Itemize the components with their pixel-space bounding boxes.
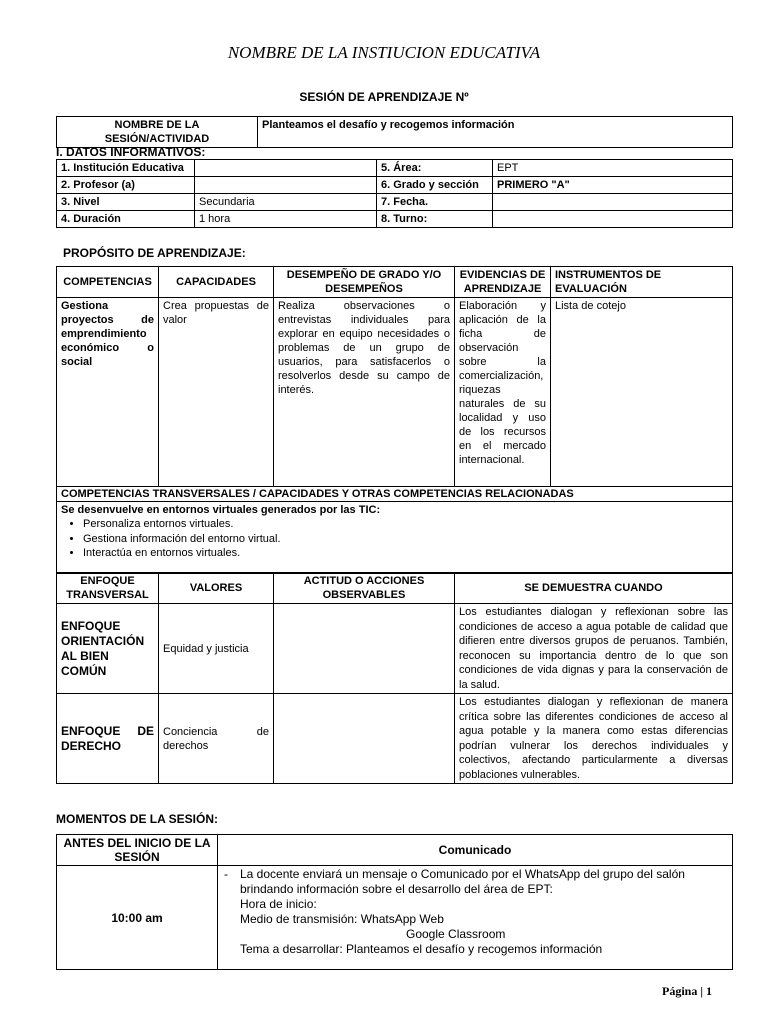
institution-title: NOMBRE DE LA INSTIUCION EDUCATIVA [227,43,541,62]
col-header: EVIDENCIAS DE APRENDIZAJE [455,267,551,298]
enfoque-cell: ENFOQUE ORIENTACIÓN AL BIEN COMÚN [57,604,159,694]
time-cell: 10:00 am [57,866,218,970]
col-header: ANTES DEL INICIO DE LA SESIÓN [57,835,218,866]
comunicado-line: Google Classroom [406,927,506,941]
datos-value: PRIMERO "A" [493,177,733,194]
comunicado-line: Tema a desarrollar: Planteamos el desafío y recogemos información [240,942,603,956]
datos-label: 3. Nivel [57,194,195,211]
actitud-cell [274,694,455,784]
enfoque-cell: ENFOQUE DE DERECHO [57,694,159,784]
instrumento-cell: Lista de cotejo [551,298,733,487]
col-header: ENFOQUE TRANSVERSAL [57,573,159,604]
col-header: DESEMPEÑO DE GRADO Y/O DESEMPEÑOS [274,267,455,298]
activity-table [56,116,733,148]
transversal-header: COMPETENCIAS TRANSVERSALES / CAPACIDADES Y OTRAS COMPETENCIAS RELACIONADAS [57,487,733,502]
datos-label: 7. Fecha. [377,194,493,211]
list-item: • Gestiona información del entorno virtual. [83,532,728,547]
valor-cell: Conciencia de derechos [159,694,274,784]
enfoques-table [56,572,733,784]
proposito-heading: PROPÓSITO DE APRENDIZAJE: [63,246,246,260]
comunicado-line: La docente enviará un mensaje o Comunicado por el WhatsApp del grupo del salón brindando información sobre el desarrollo del área de EPT: [240,867,685,896]
datos-value [493,194,733,211]
momentos-table [56,834,733,970]
datos-label: 4. Duración [57,211,195,228]
demuestra-cell: Los estudiantes dialogan y reflexionan de manera crítica sobre las diferentes condiciones de acceso al agua potable y la manera como estas diferencias podrían vulnerar los derechos individuales y colectivos, afectando particularmente a diversas poblaciones vulnerables. [455,694,733,784]
competencia-cell: Gestiona proyectos de emprendimiento económico o social [57,298,159,487]
activity-value: Planteamos el desafío y recogemos información [258,117,733,148]
activity-label: NOMBRE DE LA SESIÓN/ACTIVIDAD [57,117,258,148]
transversal-cell [57,502,733,574]
list-item: • Interactúa en entornos virtuales. [83,546,728,561]
datos-value: EPT [493,160,733,177]
comunicado-line: Hora de inicio: [240,897,317,911]
proposito-table [56,266,733,574]
datos-value: 1 hora [195,211,377,228]
capacidad-cell: Crea propuestas de valor [159,298,274,487]
datos-label: 1. Institución Educativa [57,160,195,177]
col-header: VALORES [159,573,274,604]
col-header: ACTITUD O ACCIONES OBSERVABLES [274,573,455,604]
datos-heading: I. DATOS INFORMATIVOS: [56,145,206,159]
transversal-title: Se desenvuelve en entornos virtuales generados por las TIC: [61,504,381,516]
col-header: CAPACIDADES [159,267,274,298]
list-item: • Personaliza entornos virtuales. [83,517,728,532]
dash-marker: - [224,867,228,881]
demuestra-cell: Los estudiantes dialogan y reflexionan sobre las condiciones de acceso a agua potable de calidad que difieren entre diversos grupos de peruanos. También, reconocen su importancia dentro de lo que son condiciones de vida dignas y para la conservación de la salud. [455,604,733,694]
col-header: COMPETENCIAS [57,267,159,298]
datos-value: Secundaria [195,194,377,211]
desempeno-cell: Realiza observaciones o entrevistas individuales para explorar en equipo necesidades o problemas de un grupo de usuarios, para satisfacerlos o resolverlos desde su campo de interés. [274,298,455,487]
comunicado-line: Medio de transmisión: WhatsApp Web [240,912,444,926]
datos-table [56,159,733,228]
comunicado-cell [218,866,733,970]
datos-label: 8. Turno: [377,211,493,228]
session-title: SESIÓN DE APRENDIZAJE Nº [299,90,469,104]
datos-value [493,211,733,228]
datos-label: 6. Grado y sección [377,177,493,194]
col-header: SE DEMUESTRA CUANDO [455,573,733,604]
datos-value [195,177,377,194]
datos-label: 5. Área: [377,160,493,177]
page-number: Página | 1 [662,984,712,998]
datos-label: 2. Profesor (a) [57,177,195,194]
evidencia-cell: Elaboración y aplicación de la ficha de observación sobre la comercialización, riquezas naturales de su localidad y uso de los recursos en el mercado internacional. [455,298,551,487]
col-header: Comunicado [218,835,733,866]
momentos-heading: MOMENTOS DE LA SESIÓN: [56,812,219,826]
transversal-list [61,517,728,561]
valor-cell: Equidad y justicia [159,604,274,694]
actitud-cell [274,604,455,694]
col-header: INSTRUMENTOS DE EVALUACIÓN [551,267,733,298]
datos-value [195,160,377,177]
